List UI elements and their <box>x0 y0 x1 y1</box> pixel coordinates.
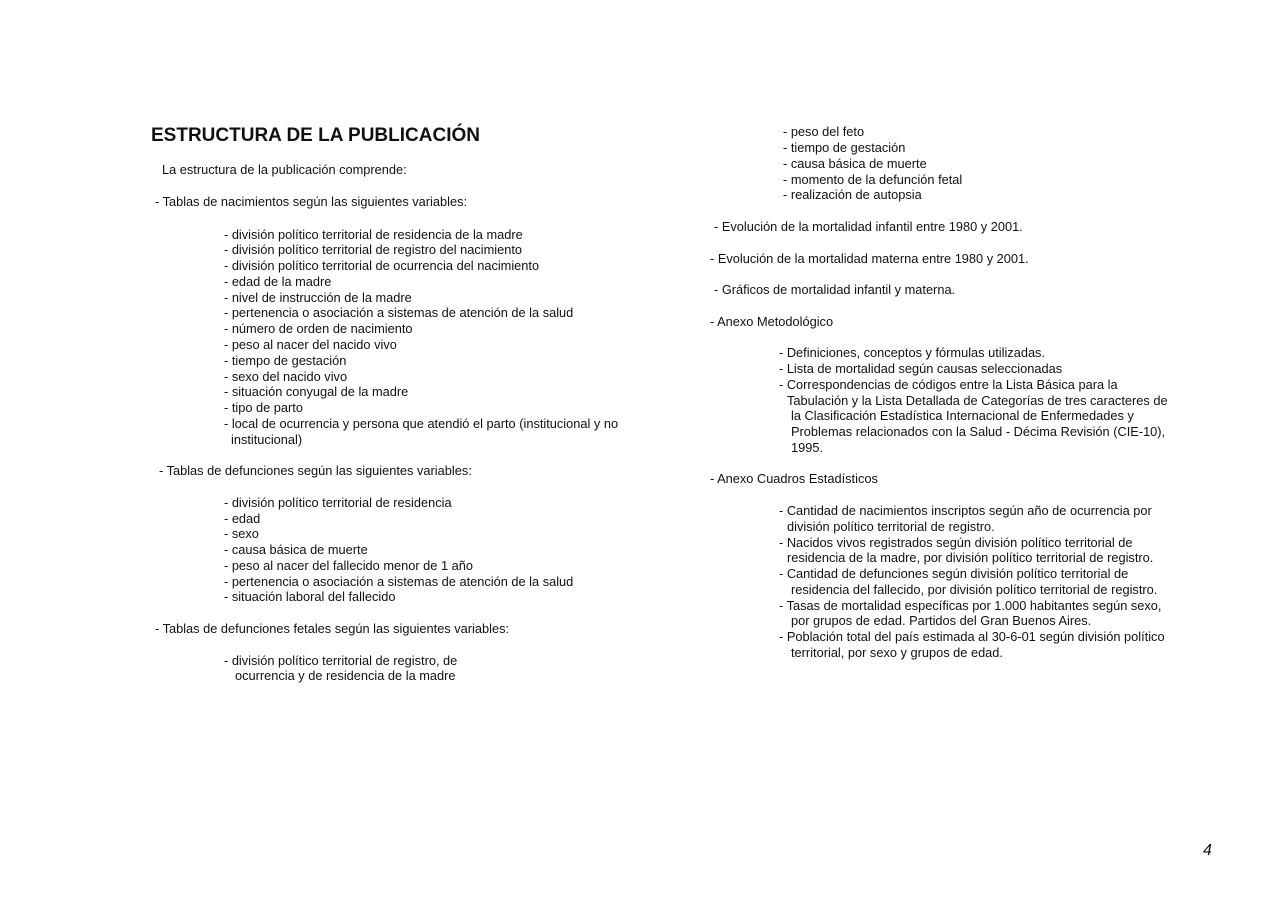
list-item: - causa básica de muerte <box>783 156 927 171</box>
list-item-continuation: por grupos de edad. Partidos del Gran Buenos Aires. <box>791 613 1092 628</box>
list-item: - Cantidad de nacimientos inscriptos según año de ocurrencia por <box>779 503 1152 518</box>
list-item: - Tasas de mortalidad específicas por 1.000 habitantes según sexo, <box>779 598 1162 613</box>
list-item: - nivel de instrucción de la madre <box>224 290 412 305</box>
list-item: - Correspondencias de códigos entre la Lista Básica para la <box>779 377 1118 392</box>
list-item-continuation: 1995. <box>791 440 824 455</box>
section-heading-evolucion-infantil: - Evolución de la mortalidad infantil entre 1980 y 2001. <box>714 219 1023 234</box>
list-item-continuation: territorial, por sexo y grupos de edad. <box>791 645 1003 660</box>
list-item-continuation: división político territorial de registro. <box>787 519 995 534</box>
section-heading-defunciones: - Tablas de defunciones según las siguientes variables: <box>159 463 472 478</box>
list-item: - sexo del nacido vivo <box>224 369 348 384</box>
list-item-continuation: la Clasificación Estadística Internacional de Enfermedades y <box>791 408 1134 423</box>
section-heading-evolucion-materna: - Evolución de la mortalidad materna entre 1980 y 2001. <box>710 251 1029 266</box>
list-item: - Definiciones, conceptos y fórmulas utilizadas. <box>779 345 1046 360</box>
list-item: - división político territorial de ocurrencia del nacimiento <box>224 258 540 273</box>
list-item: - número de orden de nacimiento <box>224 321 413 336</box>
list-item-continuation: residencia del fallecido, por división político territorial de registro. <box>791 582 1158 597</box>
page-number: 4 <box>1203 842 1212 859</box>
list-item-continuation: Problemas relacionados con la Salud - Décima Revisión (CIE-10), <box>791 424 1166 439</box>
list-item: - tiempo de gestación <box>783 140 906 155</box>
list-item: - pertenencia o asociación a sistemas de atención de la salud <box>224 305 574 320</box>
list-item: - Cantidad de defunciones según división político territorial de <box>779 566 1129 581</box>
list-item: - situación conyugal de la madre <box>224 384 409 399</box>
section-heading-anexo-metodologico: - Anexo Metodológico <box>710 314 834 329</box>
section-heading-anexo-cuadros: - Anexo Cuadros Estadísticos <box>710 471 878 486</box>
list-item: - peso al nacer del nacido vivo <box>224 337 397 352</box>
list-item: - realización de autopsia <box>783 187 922 202</box>
list-item: - peso del feto <box>783 124 865 139</box>
list-item: - división político territorial de residencia <box>224 495 452 510</box>
list-item: - división político territorial de residencia de la madre <box>224 227 523 242</box>
section-heading-fetales: - Tablas de defunciones fetales según las siguientes variables: <box>155 621 510 636</box>
section-heading-nacimientos: - Tablas de nacimientos según las siguientes variables: <box>155 194 468 209</box>
list-item: - situación laboral del fallecido <box>224 589 396 604</box>
list-item: - edad <box>224 511 261 526</box>
list-item: - Lista de mortalidad según causas seleccionadas <box>779 361 1063 376</box>
list-item: - pertenencia o asociación a sistemas de atención de la salud <box>224 574 574 589</box>
list-item: - Nacidos vivos registrados según división político territorial de <box>779 535 1133 550</box>
list-item-continuation: Tabulación y la Lista Detallada de Categorías de tres caracteres de <box>787 393 1168 408</box>
list-item: - peso al nacer del fallecido menor de 1 año <box>224 558 473 573</box>
intro-text: La estructura de la publicación comprende: <box>162 162 407 177</box>
list-item-continuation: residencia de la madre, por división político territorial de registro. <box>787 550 1154 565</box>
list-item: - Población total del país estimada al 30-6-01 según división político <box>779 629 1165 644</box>
list-item: - causa básica de muerte <box>224 542 368 557</box>
list-item: - tiempo de gestación <box>224 353 347 368</box>
list-item: - tipo de parto <box>224 400 303 415</box>
list-item: - local de ocurrencia y persona que atendió el parto (institucional y no <box>224 416 619 431</box>
list-item: - sexo <box>224 526 259 541</box>
list-item: - división político territorial de registro del nacimiento <box>224 242 523 257</box>
list-item: - edad de la madre <box>224 274 332 289</box>
list-item-continuation: institucional) <box>231 432 303 447</box>
list-item-continuation: ocurrencia y de residencia de la madre <box>235 668 456 683</box>
list-item: - momento de la defunción fetal <box>783 172 963 187</box>
page-title: ESTRUCTURA DE LA PUBLICACIÓN <box>151 125 480 146</box>
list-item: - división político territorial de registro, de <box>224 653 458 668</box>
section-heading-graficos: - Gráficos de mortalidad infantil y materna. <box>714 282 956 297</box>
